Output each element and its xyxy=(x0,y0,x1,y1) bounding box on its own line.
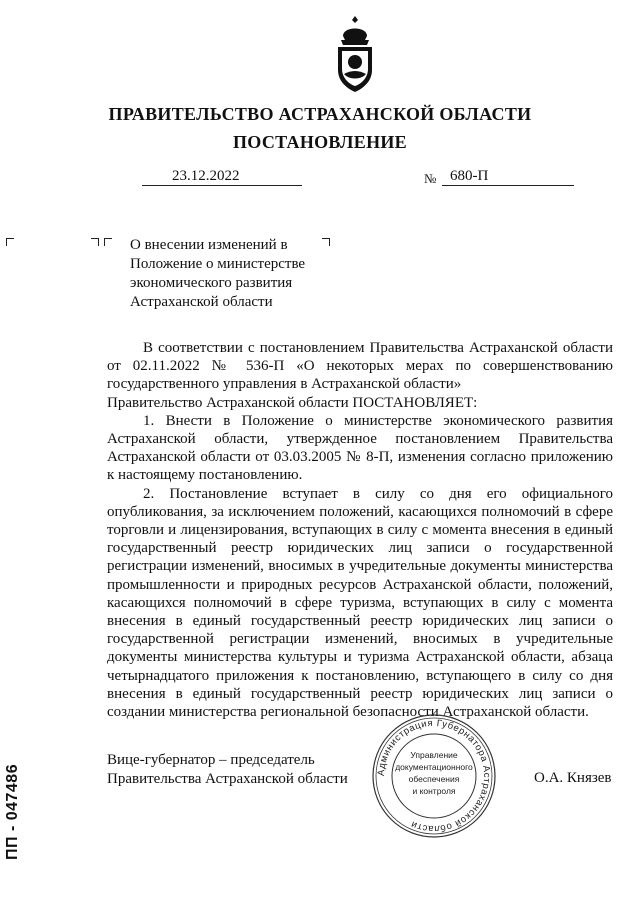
position-line-1: Вице-губернатор – председатель xyxy=(107,752,315,768)
subject-line: Астраханской области xyxy=(130,294,273,310)
document-number: 680-П xyxy=(450,168,489,184)
document-date: 23.12.2022 xyxy=(172,168,240,184)
corner-mark-mid-left xyxy=(104,238,112,246)
subject-block xyxy=(130,236,330,312)
number-sign: № xyxy=(424,171,437,186)
stamp-center-line: Управление xyxy=(410,750,458,760)
number-field xyxy=(442,168,574,186)
item-2-paragraph: 2. Постановление вступает в силу со дня его официального опубликования, за исключением положений, касающихся полномочий в сфере торговли и лицензирования, вступающих в силу с момента внесения в единый государственный реестр юридических лиц записи о государственной регистрации изменений, вносимых в учредительные документы министерства промышленности и природных ресурсов Астраханской области, положений, касающихся полномочий в сфере туризма, вступающих в силу с момента внесения в единый государственный реестр юридических лиц записи о государственной регистрации изменений, вносимых в учредительные документы министерства культуры и туризма Астраханской области, абзаца четырнадцатого приложения к постановлению, вступающего в силу со дня внесения в единый государственный реестр юридических лиц записи о создании министерства региональной безопасности Астраханской области. xyxy=(107,485,613,721)
date-field xyxy=(142,168,302,186)
organization-title: ПРАВИТЕЛЬСТВО АСТРАХАНСКОЙ ОБЛАСТИ xyxy=(108,104,532,124)
signatory-position xyxy=(107,751,348,789)
subject-line: Положение о министерстве xyxy=(130,256,306,272)
decree-line: Правительство Астраханской области ПОСТАНОВЛЯЕТ: xyxy=(107,394,478,411)
item-1-paragraph: 1. Внести в Положение о министерстве экономического развития Астраханской области, утвержденное постановлением Правительства Астраханской области от 03.03.2005 № 8-П, изменения согласно приложению к настоящему постановлению. xyxy=(107,412,613,484)
side-registration-code: ПП - 047486 xyxy=(4,763,21,860)
corner-mark-mid-right xyxy=(91,238,99,246)
official-stamp xyxy=(371,713,497,839)
preamble-paragraph: В соответствии с постановлением Правительства Астраханской области от 02.11.2022 № 536-П «О некоторых мерах по совершенствованию государственного управления в Астраханской области» xyxy=(107,340,613,393)
document-type-title: ПОСТАНОВЛЕНИЕ xyxy=(233,132,407,152)
coat-of-arms-emblem xyxy=(331,14,379,94)
document-body xyxy=(107,339,613,721)
signatory-name: О.А. Князев xyxy=(534,770,612,786)
stamp-center-line: документационного xyxy=(395,762,473,772)
stamp-ring-text: Администрация Губернатора Астраханской области xyxy=(375,717,493,835)
position-line-2: Правительства Астраханской области xyxy=(107,771,348,787)
stamp-center-line: обеспечения xyxy=(408,774,460,784)
corner-mark-left xyxy=(6,238,14,246)
subject-line: О внесении изменений в xyxy=(130,237,288,253)
subject-line: экономического развития xyxy=(130,275,293,291)
stamp-center-line: и контроля xyxy=(412,786,456,796)
